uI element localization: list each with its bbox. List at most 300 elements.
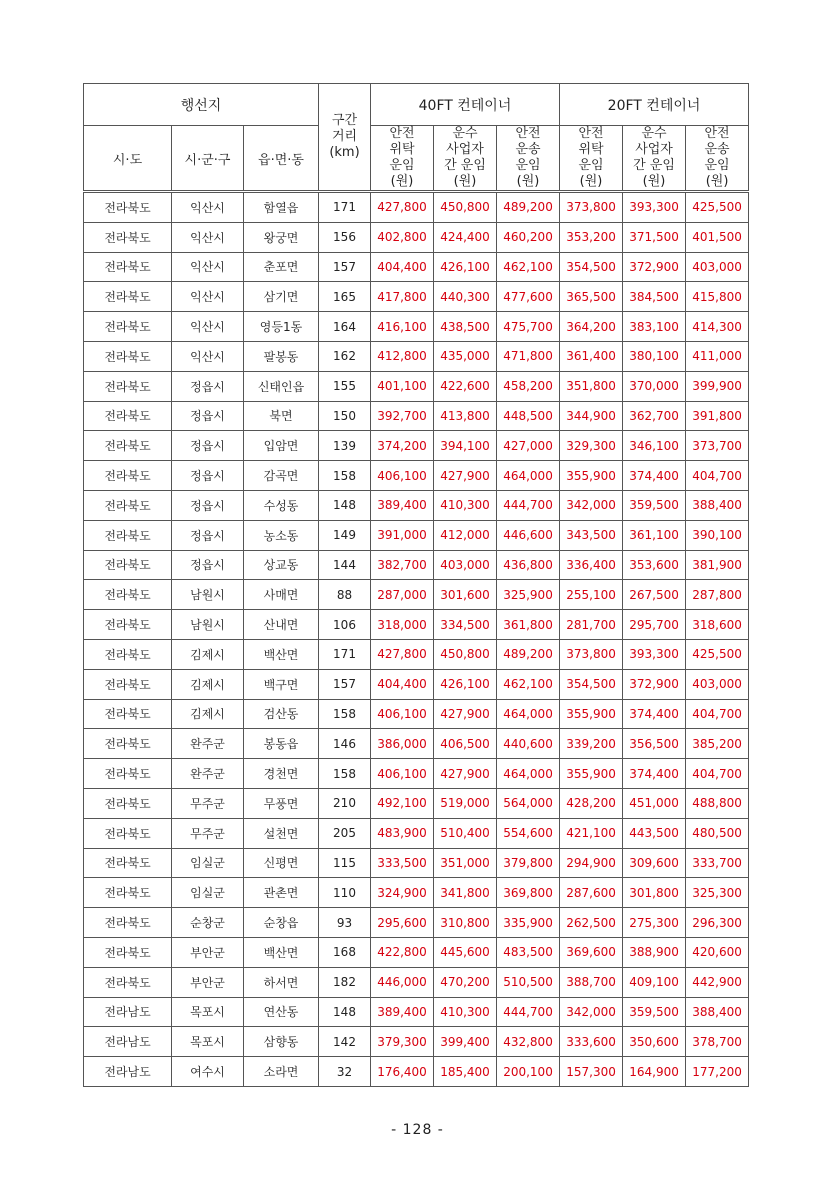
table-row [84,490,749,520]
distance-cell: 165 [319,282,371,312]
distance-cell: 168 [319,937,371,967]
fare-20-consign-cell: 344,900 [560,401,623,431]
eupmyeondong-cell: 관촌면 [244,878,319,908]
table-row [84,1057,749,1087]
eupmyeondong-cell: 영등1동 [244,312,319,342]
fare-40-transport-cell: 554,600 [497,818,560,848]
fare-20-consign-cell: 355,900 [560,699,623,729]
fare-40-consign-cell: 386,000 [371,729,434,759]
fare-40-consign-cell: 389,400 [371,490,434,520]
table-row [84,669,749,699]
fare-40-consign-cell: 412,800 [371,341,434,371]
fare-40-transport-cell: 464,000 [497,759,560,789]
sigungu-cell: 김제시 [172,669,244,699]
fare-20-carrier-cell: 451,000 [623,788,686,818]
fare-40-carrier-cell: 413,800 [434,401,497,431]
fare-20-consign-cell: 373,800 [560,192,623,223]
freight-rate-table [83,83,749,1087]
fare-20-consign-cell: 428,200 [560,788,623,818]
sido-header: 시·도 [84,126,172,192]
fare-20-carrier-cell: 393,300 [623,639,686,669]
table-row [84,997,749,1027]
sido-cell: 전라북도 [84,759,172,789]
fare-40-consign-cell: 427,800 [371,639,434,669]
table-row [84,580,749,610]
fare-40-carrier-cell: 403,000 [434,550,497,580]
eupmyeondong-cell: 순창읍 [244,908,319,938]
sigungu-cell: 순창군 [172,908,244,938]
fare-20-consign-cell: 373,800 [560,639,623,669]
eupmyeondong-cell: 상교동 [244,550,319,580]
distance-cell: 115 [319,848,371,878]
table-row [84,699,749,729]
fare-40-transport-cell: 464,000 [497,461,560,491]
destination-group-header: 행선지 [84,84,319,126]
table-row [84,788,749,818]
fare-20-transport-cell: 177,200 [686,1057,749,1087]
table-body [84,192,749,1087]
table-row [84,967,749,997]
distance-cell: 171 [319,639,371,669]
sigungu-header: 시·군·구 [172,126,244,192]
fare-40-transport-cell: 335,900 [497,908,560,938]
fare-40-consign-cell: 401,100 [371,371,434,401]
fare-40-carrier-cell: 427,900 [434,759,497,789]
sido-cell: 전라북도 [84,312,172,342]
table-row [84,937,749,967]
distance-cell: 149 [319,520,371,550]
sido-cell: 전라북도 [84,252,172,282]
distance-cell: 158 [319,461,371,491]
fare-40-transport-cell: 462,100 [497,252,560,282]
distance-cell: 139 [319,431,371,461]
fare-20-consign-cell: 342,000 [560,997,623,1027]
fare-40-consign-cell: 406,100 [371,759,434,789]
fare-20-consign-cell: 355,900 [560,759,623,789]
fare-40-carrier-cell: 394,100 [434,431,497,461]
fare-40-carrier-cell: 450,800 [434,639,497,669]
distance-cell: 205 [319,818,371,848]
fare-20-transport-cell: 415,800 [686,282,749,312]
eupmyeondong-cell: 신태인읍 [244,371,319,401]
sido-cell: 전라북도 [84,222,172,252]
fare-40-consign-cell: 406,100 [371,699,434,729]
fare-20-transport-cell: 404,700 [686,461,749,491]
eupmyeondong-cell: 왕궁면 [244,222,319,252]
fare-20-carrier-cell: 372,900 [623,252,686,282]
sido-cell: 전라북도 [84,937,172,967]
sigungu-cell: 부안군 [172,937,244,967]
table-row [84,371,749,401]
fare-20-carrier-cell: 370,000 [623,371,686,401]
fare-20-transport-cell: 488,800 [686,788,749,818]
sido-cell: 전라북도 [84,401,172,431]
sido-cell: 전라북도 [84,520,172,550]
fare-40-transport-cell: 477,600 [497,282,560,312]
sigungu-cell: 부안군 [172,967,244,997]
distance-cell: 150 [319,401,371,431]
fare-40-carrier-cell: 424,400 [434,222,497,252]
fare-40-consign-cell: 333,500 [371,848,434,878]
container-40ft-header: 40FT 컨테이너 [371,84,560,126]
fare-40-transport-cell: 369,800 [497,878,560,908]
fare-20-transport-cell: 411,000 [686,341,749,371]
fare-40-carrier-cell: 351,000 [434,848,497,878]
fare-20-transport-cell: 414,300 [686,312,749,342]
sigungu-cell: 정읍시 [172,550,244,580]
distance-cell: 142 [319,1027,371,1057]
fare-20-consign-cell: 361,400 [560,341,623,371]
fare-20-transport-cell: 391,800 [686,401,749,431]
fare-20-consign-cell: 388,700 [560,967,623,997]
fare-20-carrier-cell: 383,100 [623,312,686,342]
fare-40-carrier-cell: 435,000 [434,341,497,371]
sigungu-cell: 익산시 [172,222,244,252]
eupmyeondong-header: 읍·면·동 [244,126,319,192]
fare-40-transport-cell: 483,500 [497,937,560,967]
sigungu-cell: 익산시 [172,312,244,342]
sido-cell: 전라북도 [84,878,172,908]
table-row [84,848,749,878]
sigungu-cell: 임실군 [172,878,244,908]
distance-cell: 155 [319,371,371,401]
fare-20-transport-cell: 325,300 [686,878,749,908]
eupmyeondong-cell: 입암면 [244,431,319,461]
distance-cell: 210 [319,788,371,818]
eupmyeondong-cell: 사매면 [244,580,319,610]
table-row [84,818,749,848]
sigungu-cell: 김제시 [172,639,244,669]
table-row [84,252,749,282]
eupmyeondong-cell: 삼기면 [244,282,319,312]
fare-20-carrier-cell: 380,100 [623,341,686,371]
fare-40-transport-cell: 361,800 [497,610,560,640]
fare-40-carrier-cell: 334,500 [434,610,497,640]
fare-20-consign-cell: 336,400 [560,550,623,580]
fare-40-consign-cell: 446,000 [371,967,434,997]
sido-cell: 전라북도 [84,192,172,223]
sigungu-cell: 정읍시 [172,431,244,461]
fare-40-carrier-cell: 519,000 [434,788,497,818]
distance-cell: 182 [319,967,371,997]
fare-20-transport-cell: 373,700 [686,431,749,461]
distance-cell: 162 [319,341,371,371]
eupmyeondong-cell: 백산면 [244,937,319,967]
fare-40-consign-cell: 379,300 [371,1027,434,1057]
fare-40-transport-cell: 379,800 [497,848,560,878]
fare-20-transport-cell: 404,700 [686,759,749,789]
sigungu-cell: 남원시 [172,610,244,640]
fare-40-consign-cell: 287,000 [371,580,434,610]
fare-40-transport-cell: 471,800 [497,341,560,371]
fare-40-carrier-cell: 410,300 [434,490,497,520]
fare-20-carrier-cell: 309,600 [623,848,686,878]
distance-cell: 146 [319,729,371,759]
fare-20-carrier-cell: 353,600 [623,550,686,580]
fare-20-carrier-cell: 362,700 [623,401,686,431]
fare-40-consign-cell: 391,000 [371,520,434,550]
fare-header-20-consign: 안전 위탁 운임 (원) [560,126,623,192]
fare-20-transport-cell: 333,700 [686,848,749,878]
distance-header [319,84,371,192]
fare-20-consign-cell: 364,200 [560,312,623,342]
fare-20-carrier-cell: 374,400 [623,699,686,729]
table-row [84,878,749,908]
eupmyeondong-cell: 봉동읍 [244,729,319,759]
fare-40-carrier-cell: 427,900 [434,461,497,491]
eupmyeondong-cell: 설천면 [244,818,319,848]
eupmyeondong-cell: 신평면 [244,848,319,878]
fare-20-transport-cell: 385,200 [686,729,749,759]
fare-20-carrier-cell: 275,300 [623,908,686,938]
sido-cell: 전라북도 [84,490,172,520]
sido-cell: 전라남도 [84,1027,172,1057]
fare-20-carrier-cell: 388,900 [623,937,686,967]
fare-40-transport-cell: 460,200 [497,222,560,252]
eupmyeondong-cell: 검산동 [244,699,319,729]
fare-20-transport-cell: 403,000 [686,252,749,282]
sigungu-cell: 익산시 [172,252,244,282]
fare-20-consign-cell: 287,600 [560,878,623,908]
sigungu-cell: 정읍시 [172,401,244,431]
sigungu-cell: 김제시 [172,699,244,729]
sido-cell: 전라북도 [84,729,172,759]
fare-20-consign-cell: 354,500 [560,252,623,282]
fare-40-transport-cell: 440,600 [497,729,560,759]
fare-40-transport-cell: 464,000 [497,699,560,729]
fare-40-transport-cell: 427,000 [497,431,560,461]
fare-20-carrier-cell: 346,100 [623,431,686,461]
fare-header-40-carrier: 운수 사업자 간 운임 (원) [434,126,497,192]
fare-40-carrier-cell: 427,900 [434,699,497,729]
sido-cell: 전라북도 [84,818,172,848]
fare-40-consign-cell: 392,700 [371,401,434,431]
fare-20-carrier-cell: 356,500 [623,729,686,759]
sido-cell: 전라북도 [84,967,172,997]
page-number: - 128 - [391,1122,444,1138]
fare-20-transport-cell: 420,600 [686,937,749,967]
fare-40-carrier-cell: 301,600 [434,580,497,610]
fare-header-20-transport: 안전 운송 운임 (원) [686,126,749,192]
fare-20-carrier-cell: 374,400 [623,759,686,789]
table-row [84,550,749,580]
fare-20-carrier-cell: 164,900 [623,1057,686,1087]
fare-20-transport-cell: 401,500 [686,222,749,252]
fare-20-carrier-cell: 409,100 [623,967,686,997]
fare-40-carrier-cell: 412,000 [434,520,497,550]
sigungu-cell: 정읍시 [172,371,244,401]
fare-40-carrier-cell: 445,600 [434,937,497,967]
fare-20-carrier-cell: 350,600 [623,1027,686,1057]
eupmyeondong-cell: 북면 [244,401,319,431]
fare-40-consign-cell: 427,800 [371,192,434,223]
fare-40-consign-cell: 404,400 [371,669,434,699]
fare-40-carrier-cell: 440,300 [434,282,497,312]
fare-40-carrier-cell: 422,600 [434,371,497,401]
fare-20-consign-cell: 354,500 [560,669,623,699]
fare-40-transport-cell: 489,200 [497,192,560,223]
distance-cell: 93 [319,908,371,938]
sido-cell: 전라북도 [84,699,172,729]
fare-20-consign-cell: 255,100 [560,580,623,610]
fare-header-40-transport: 안전 운송 운임 (원) [497,126,560,192]
eupmyeondong-cell: 무풍면 [244,788,319,818]
fare-20-carrier-cell: 371,500 [623,222,686,252]
fare-20-consign-cell: 369,600 [560,937,623,967]
sido-cell: 전라북도 [84,610,172,640]
fare-40-carrier-cell: 510,400 [434,818,497,848]
sido-cell: 전라북도 [84,639,172,669]
table-header [84,84,749,192]
fare-20-transport-cell: 404,700 [686,699,749,729]
fare-20-transport-cell: 442,900 [686,967,749,997]
fare-40-transport-cell: 446,600 [497,520,560,550]
fare-20-consign-cell: 343,500 [560,520,623,550]
fare-20-transport-cell: 390,100 [686,520,749,550]
distance-cell: 156 [319,222,371,252]
sido-cell: 전라북도 [84,848,172,878]
fare-20-consign-cell: 329,300 [560,431,623,461]
distance-cell: 88 [319,580,371,610]
fare-20-carrier-cell: 374,400 [623,461,686,491]
fare-20-transport-cell: 381,900 [686,550,749,580]
eupmyeondong-cell: 농소동 [244,520,319,550]
fare-20-consign-cell: 262,500 [560,908,623,938]
distance-cell: 157 [319,252,371,282]
sido-cell: 전라북도 [84,580,172,610]
fare-40-transport-cell: 510,500 [497,967,560,997]
sido-cell: 전라북도 [84,431,172,461]
table-row [84,192,749,223]
table-row [84,639,749,669]
fare-40-consign-cell: 382,700 [371,550,434,580]
table-row [84,312,749,342]
fare-40-carrier-cell: 426,100 [434,252,497,282]
fare-40-transport-cell: 462,100 [497,669,560,699]
sigungu-cell: 완주군 [172,759,244,789]
fare-40-consign-cell: 422,800 [371,937,434,967]
fare-40-consign-cell: 492,100 [371,788,434,818]
eupmyeondong-cell: 삼향동 [244,1027,319,1057]
fare-40-consign-cell: 318,000 [371,610,434,640]
sigungu-cell: 정읍시 [172,520,244,550]
distance-cell: 157 [319,669,371,699]
fare-40-transport-cell: 448,500 [497,401,560,431]
fare-40-consign-cell: 416,100 [371,312,434,342]
sigungu-cell: 여수시 [172,1057,244,1087]
fare-20-transport-cell: 388,400 [686,490,749,520]
fare-20-transport-cell: 425,500 [686,639,749,669]
table-row [84,222,749,252]
fare-20-consign-cell: 365,500 [560,282,623,312]
sigungu-cell: 정읍시 [172,461,244,491]
sigungu-cell: 익산시 [172,341,244,371]
eupmyeondong-cell: 하서면 [244,967,319,997]
table-row [84,610,749,640]
fare-40-consign-cell: 417,800 [371,282,434,312]
fare-20-carrier-cell: 443,500 [623,818,686,848]
fare-20-consign-cell: 353,200 [560,222,623,252]
fare-40-carrier-cell: 470,200 [434,967,497,997]
sido-cell: 전라북도 [84,282,172,312]
sido-cell: 전라북도 [84,341,172,371]
fare-20-transport-cell: 403,000 [686,669,749,699]
fare-40-carrier-cell: 410,300 [434,997,497,1027]
fare-header-40-consign: 안전 위탁 운임 (원) [371,126,434,192]
fare-40-transport-cell: 325,900 [497,580,560,610]
fare-20-consign-cell: 281,700 [560,610,623,640]
fare-20-carrier-cell: 301,800 [623,878,686,908]
sido-cell: 전라북도 [84,908,172,938]
sido-cell: 전라북도 [84,371,172,401]
eupmyeondong-cell: 팔봉동 [244,341,319,371]
eupmyeondong-cell: 백구면 [244,669,319,699]
fare-40-consign-cell: 295,600 [371,908,434,938]
sigungu-cell: 익산시 [172,282,244,312]
sido-cell: 전라남도 [84,997,172,1027]
fare-20-transport-cell: 296,300 [686,908,749,938]
eupmyeondong-cell: 백산면 [244,639,319,669]
sigungu-cell: 무주군 [172,818,244,848]
fare-40-consign-cell: 406,100 [371,461,434,491]
distance-cell: 148 [319,490,371,520]
fare-40-transport-cell: 458,200 [497,371,560,401]
fare-20-carrier-cell: 359,500 [623,997,686,1027]
sido-cell: 전라북도 [84,669,172,699]
table-row [84,341,749,371]
fare-20-consign-cell: 342,000 [560,490,623,520]
eupmyeondong-cell: 함열읍 [244,192,319,223]
fare-40-carrier-cell: 310,800 [434,908,497,938]
eupmyeondong-cell: 춘포면 [244,252,319,282]
fare-40-consign-cell: 176,400 [371,1057,434,1087]
eupmyeondong-cell: 수성동 [244,490,319,520]
eupmyeondong-cell: 연산동 [244,997,319,1027]
fare-20-transport-cell: 287,800 [686,580,749,610]
fare-20-consign-cell: 294,900 [560,848,623,878]
table-row [84,461,749,491]
sigungu-cell: 목포시 [172,1027,244,1057]
fare-20-carrier-cell: 384,500 [623,282,686,312]
fare-40-carrier-cell: 438,500 [434,312,497,342]
fare-20-carrier-cell: 372,900 [623,669,686,699]
sigungu-cell: 정읍시 [172,490,244,520]
fare-40-transport-cell: 564,000 [497,788,560,818]
sido-cell: 전라북도 [84,461,172,491]
fare-40-transport-cell: 432,800 [497,1027,560,1057]
table-row [84,1027,749,1057]
fare-20-transport-cell: 378,700 [686,1027,749,1057]
fare-20-consign-cell: 339,200 [560,729,623,759]
eupmyeondong-cell: 경천면 [244,759,319,789]
distance-cell: 148 [319,997,371,1027]
fare-40-carrier-cell: 185,400 [434,1057,497,1087]
distance-cell: 110 [319,878,371,908]
table-row [84,401,749,431]
table-row [84,282,749,312]
fare-20-consign-cell: 333,600 [560,1027,623,1057]
distance-cell: 158 [319,699,371,729]
eupmyeondong-cell: 소라면 [244,1057,319,1087]
fare-20-transport-cell: 388,400 [686,997,749,1027]
fare-40-consign-cell: 483,900 [371,818,434,848]
fare-40-transport-cell: 200,100 [497,1057,560,1087]
fare-20-transport-cell: 318,600 [686,610,749,640]
container-20ft-header: 20FT 컨테이너 [560,84,749,126]
fare-40-carrier-cell: 426,100 [434,669,497,699]
fare-20-consign-cell: 157,300 [560,1057,623,1087]
fare-40-carrier-cell: 450,800 [434,192,497,223]
